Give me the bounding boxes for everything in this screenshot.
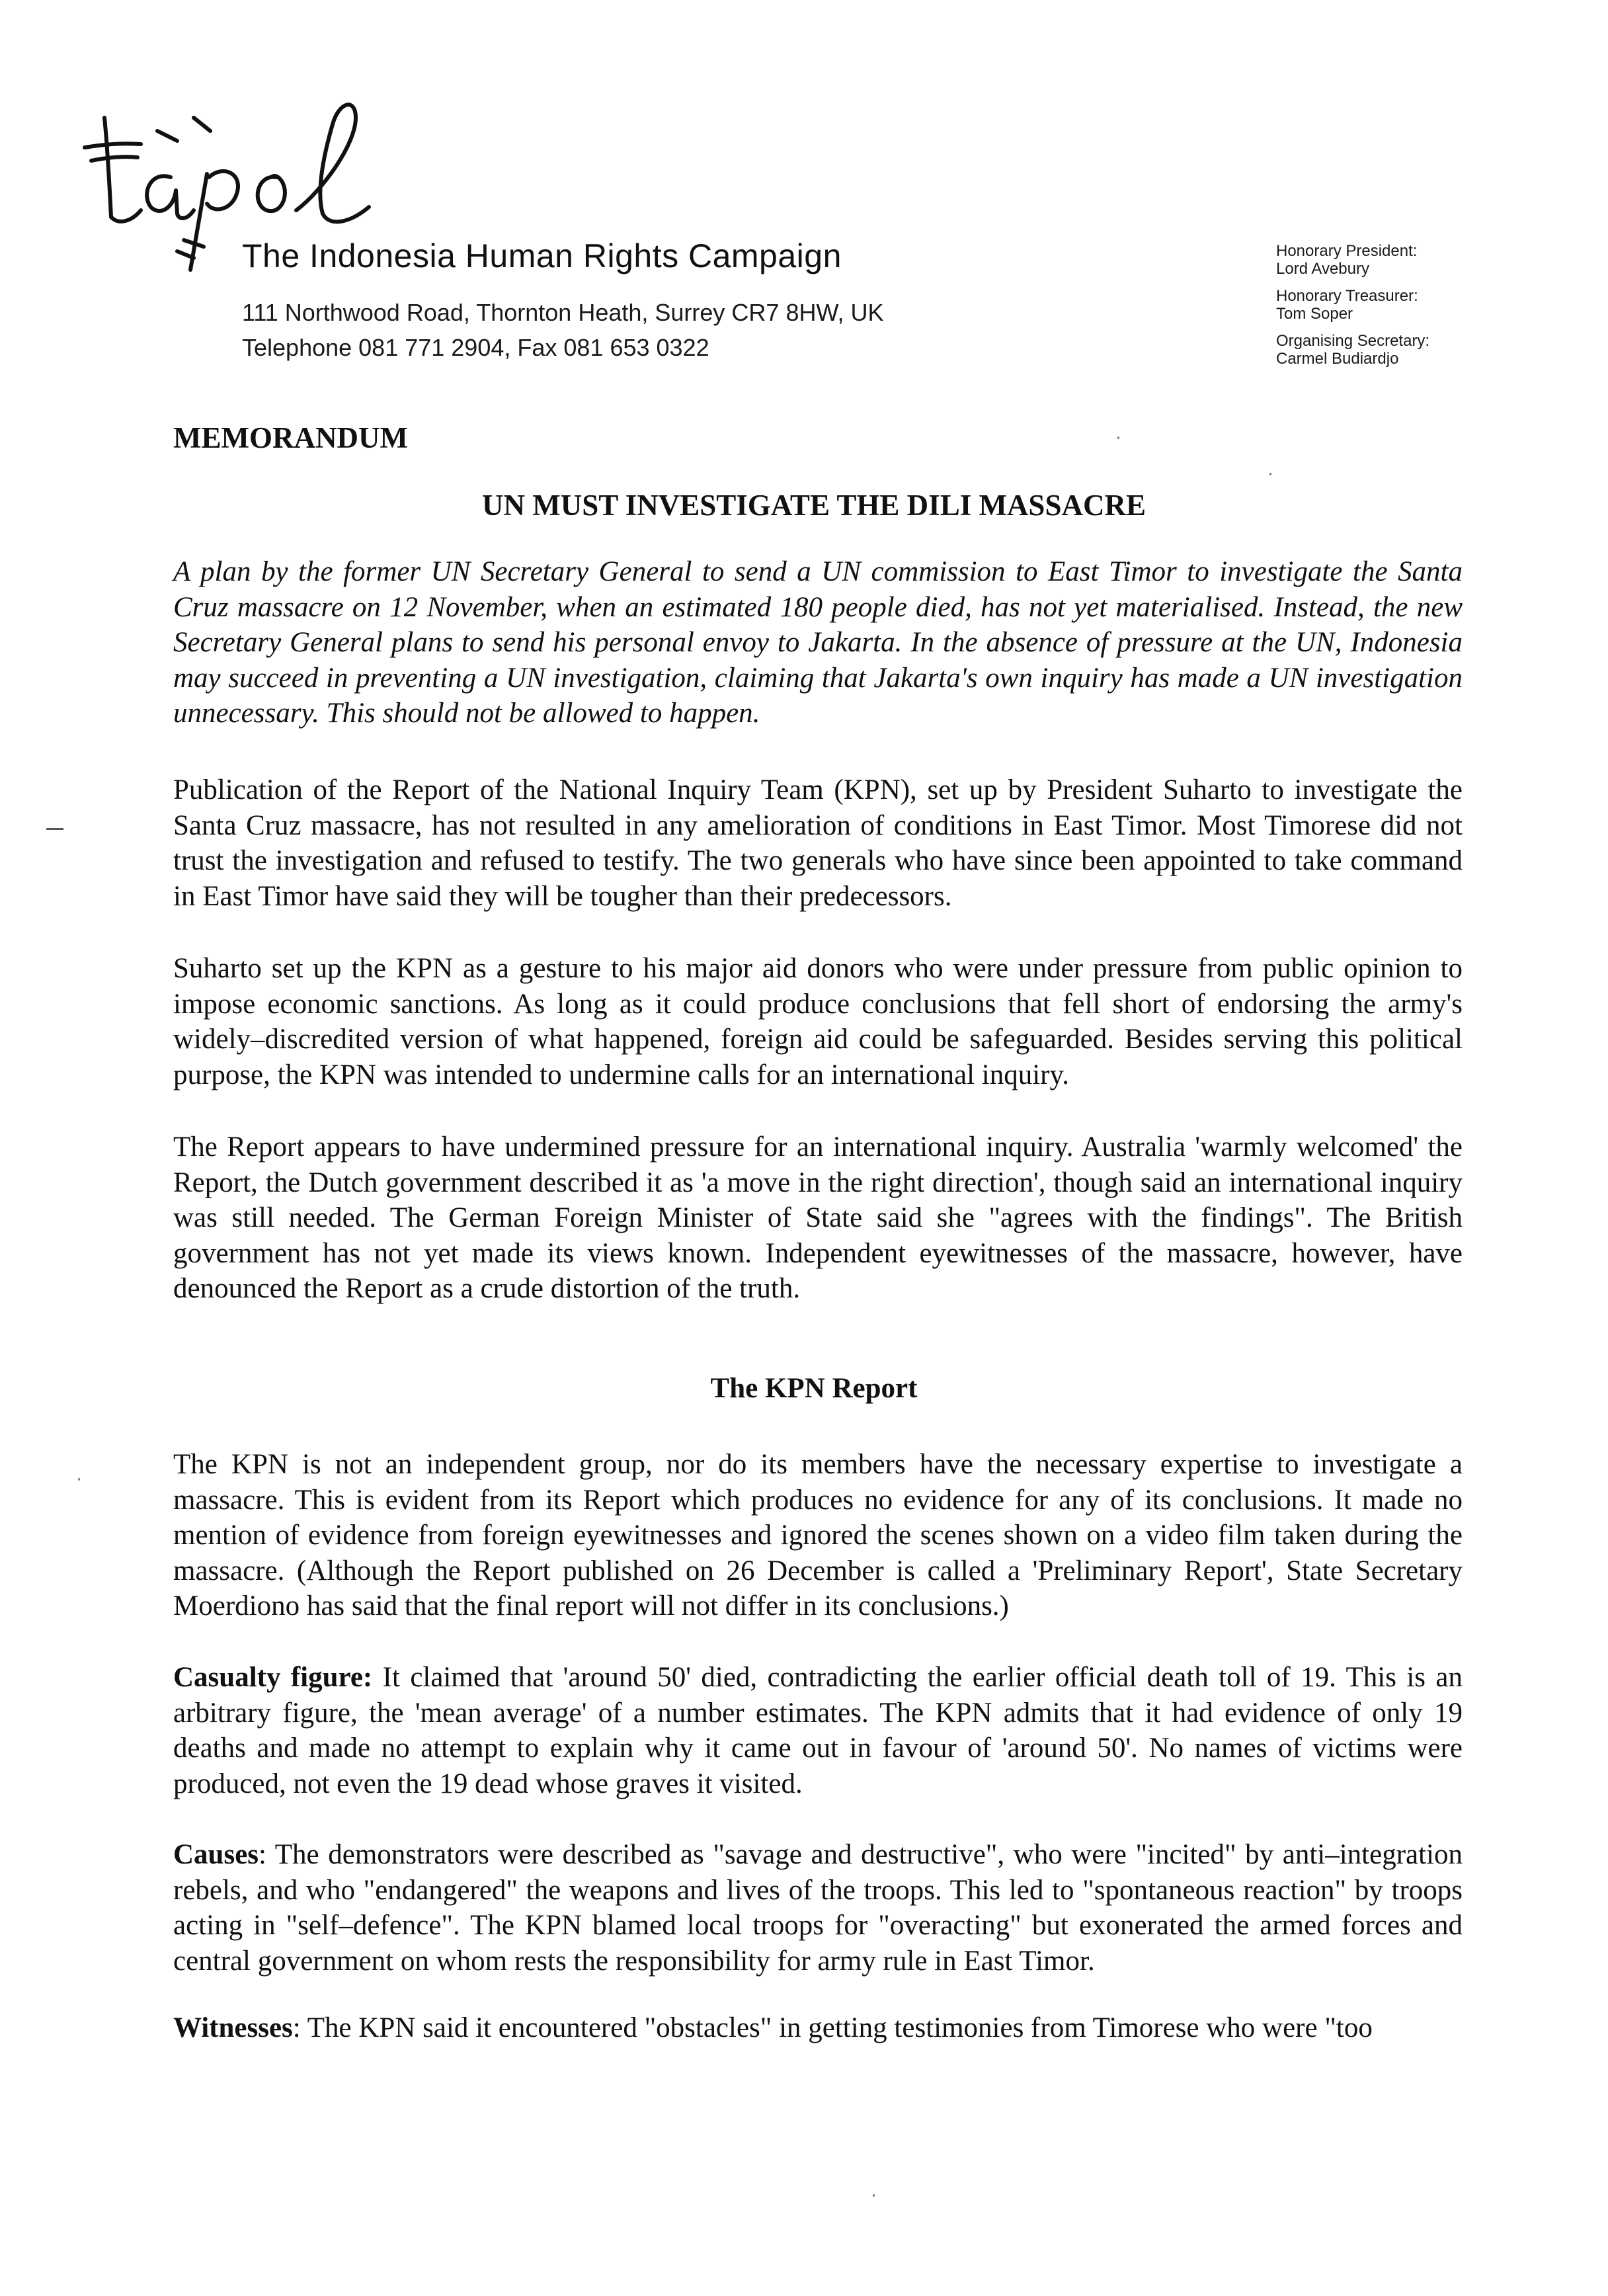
officer-role: Honorary President: <box>1276 242 1418 260</box>
margin-mark <box>46 828 63 830</box>
organisation-name: The Indonesia Human Rights Campaign <box>242 237 842 274</box>
section-paragraph: The KPN is not an independent group, nor do its members have the necessary expertise to investigate a massacre. This is evident from its Report which produces no evidence for any of its conclusions. It made no mention of evidence from foreign eyewitnesses and ignored the scenes shown on a video film taken during the massacre. (Although the Report published on 26 December is called a 'Preliminary Report', State Secretary Moerdiono has said that the final report will not differ in its conclusions.) <box>173 1449 1463 1621</box>
officers-list <box>1276 242 1494 377</box>
officer-name: Tom Soper <box>1276 305 1353 323</box>
point-casualty-figure <box>173 1660 1463 1801</box>
officer-role: Honorary Treasurer: <box>1276 287 1418 305</box>
scan-speck <box>78 1478 80 1481</box>
body-paragraph: Publication of the Report of the National Inquiry Team (KPN), set up by President Suharto to investigate the Santa Cruz massacre, has not resulted in any amelioration of conditions in East Timor. Most Timorese did not trust the investigation and refused to testify. The two generals who have since been appointed to take command in East Timor have said they will be tougher than their predecessors. <box>173 774 1463 912</box>
scan-speck <box>1117 436 1119 439</box>
point-lead: Causes <box>173 1839 259 1870</box>
officer-name: Carmel Budiardjo <box>1276 350 1399 368</box>
body-paragraph: Suharto set up the KPN as a gesture to his major aid donors who were under pressure from public opinion to impose economic sanctions. As long as it could produce conclusions that fell short of endorsing the army's widely–discredited version of what happened, foreign aid could be safeguarded. Besides serving this political purpose, the KPN was intended to undermine calls for an international inquiry. <box>173 953 1463 1090</box>
point-text: : The KPN said it encountered "obstacles" in getting testimonies from Timorese who were "too <box>292 2012 1373 2043</box>
memorandum-label: MEMORANDUM <box>173 421 408 454</box>
point-text: It claimed that 'around 50' died, contradicting the earlier official death toll of 19. This is an arbitrary figure, the 'mean average' of a number estimates. The KPN admits that it had evidence of only 19 deaths and made no attempt to explain why it came out in favour of 'around 50'. No names of victims were produced, not even the 19 dead whose graves it visited. <box>173 1662 1463 1799</box>
scan-speck <box>1269 473 1271 475</box>
scan-speck <box>873 2194 875 2197</box>
point-causes <box>173 1837 1463 1979</box>
officer-treasurer <box>1276 287 1494 323</box>
officer-role: Organising Secretary: <box>1276 332 1430 350</box>
point-text: : The demonstrators were described as "savage and destructive", who were "incited" by anti–integration rebels, and who "endangered" the weapons and lives of the troops. This led to "spontaneous reaction" by troops acting in "self–defence". The KPN blamed local troops for "overacting" but exonerated the armed forces and central government on whom rests the responsibility for army rule in East Timor. <box>173 1839 1463 1977</box>
document-title: UN MUST INVESTIGATE THE DILI MASSACRE <box>482 489 1146 522</box>
officer-name: Lord Avebury <box>1276 260 1369 278</box>
section-heading: The KPN Report <box>710 1373 918 1404</box>
point-lead: Casualty figure: <box>173 1662 373 1693</box>
organisation-address: 111 Northwood Road, Thornton Heath, Surrey CR7 8HW, UK <box>242 299 884 326</box>
officer-president <box>1276 242 1494 278</box>
officer-secretary <box>1276 332 1494 368</box>
organisation-phone: Telephone 081 771 2904, Fax 081 653 0322 <box>242 334 709 361</box>
intro-paragraph: A plan by the former UN Secretary General to send a UN commission to East Timor to investigate the Santa Cruz massacre on 12 November, when an estimated 180 people died, has not yet materialised. Instead, the new Secretary General plans to send his personal envoy to Jakarta. In the absence of pressure at the UN, Indonesia may succeed in preventing a UN investigation, claiming that Jakarta's own inquiry has made a UN investigation unnecessary. This should not be allowed to happen. <box>173 556 1463 729</box>
point-lead: Witnesses <box>173 2012 293 2043</box>
body-paragraph: The Report appears to have undermined pressure for an international inquiry. Australia 'warmly welcomed' the Report, the Dutch government described it as 'a move in the right direction', though said an international inquiry was still needed. The German Foreign Minister of State said she "agrees with the findings". The British government has not yet made its views known. Independent eyewitnesses of the massacre, however, have denounced the Report as a crude distortion of the truth. <box>173 1131 1463 1304</box>
point-witnesses <box>173 2010 1463 2046</box>
